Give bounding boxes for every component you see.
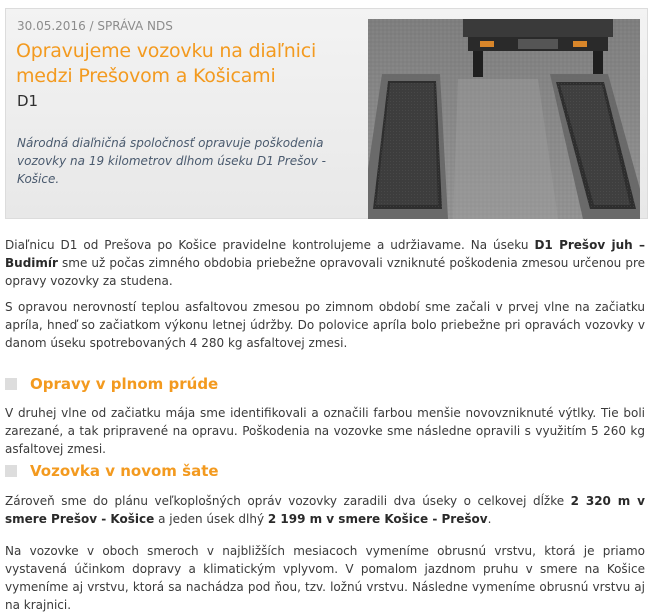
p4-bold-length-2: 2 199 m v smere Košice - Prešov bbox=[267, 512, 488, 526]
p1-bold-section: D1 Prešov juh – Budimír bbox=[5, 238, 645, 270]
article-meta bbox=[17, 19, 173, 33]
subheading-text: Vozovka v novom šate bbox=[30, 462, 219, 480]
paragraph-4 bbox=[5, 492, 645, 528]
paragraph-3: V druhej vlne od začiatku mája sme identifikovali a označili farbou menšie novovzniknuté výtlky. Tie boli zarezané, a tak pripravené na opravu. Poškodenia na vozovke sme následne opravili s využitím 5 260 kg asfaltovej zmesi. bbox=[5, 406, 645, 456]
article-category[interactable]: SPRÁVA NDS bbox=[97, 19, 173, 33]
p1-text-c: sme už počas zimného obdobia priebežne opravovali vzniknuté poškodenia zmesou určenou pre opravy vozovky za studena. bbox=[5, 256, 645, 288]
subheading-opravy bbox=[5, 373, 645, 395]
p1-text-a: Diaľnicu D1 od Prešova po Košice pravidelne kontrolujeme a udržiavame. Na úseku bbox=[5, 238, 535, 252]
article-lead: Národná diaľničná spoločnosť opravuje poškodenia vozovky na 19 kilometrov dlhom úseku D1 Prešov - Košice. bbox=[17, 136, 326, 186]
meta-separator: / bbox=[85, 19, 98, 33]
p4-text-c: a jeden úsek dlhý bbox=[154, 512, 268, 526]
p4-bold-length-1: 2 320 m v smere Prešov - Košice bbox=[5, 494, 645, 526]
heading-bullet-icon bbox=[5, 378, 17, 390]
subheading-vozovka bbox=[5, 460, 645, 482]
article-header bbox=[5, 8, 648, 219]
paragraph-1 bbox=[5, 236, 645, 290]
p4-text-a: Zároveň sme do plánu veľkoplošných opráv vozovky zaradili dva úseky o celkovej dĺžke bbox=[5, 494, 571, 508]
p4-text-d: . bbox=[487, 512, 492, 526]
article-date: 30.05.2016 bbox=[17, 19, 86, 33]
road-repair-image bbox=[368, 19, 640, 219]
road-repair-photo bbox=[368, 19, 640, 219]
paragraph-2: S opravou nerovností teplou asfaltovou zmesou po zimnom období sme začali v prvej vlne na začiatku apríla, hneď so začiatkom výkonu letnej údržby. Do polovice apríla bolo priebežne pri opravách vozovky v danom úseku spotrebovaných 4 280 kg asfaltovej zmesi. bbox=[5, 300, 645, 350]
heading-bullet-icon bbox=[5, 465, 17, 477]
subheading-text: Opravy v plnom prúde bbox=[30, 375, 219, 393]
paragraph-5: Na vozovke v oboch smeroch v najbližších mesiacoch vymeníme obrusnú vrstvu, ktorá je priamo vystavená účinkom dopravy a klimatickým vplyvom. V pomalom jazdnom pruhu v smere na Košice vymeníme aj vrstvu, ktorá sa nachádza pod ňou, tzv. ložnú vrstvu. Následne vymeníme obrusnú vrstvu aj na krajnici. bbox=[5, 544, 645, 612]
article-subtitle: D1 bbox=[17, 92, 39, 110]
article-title[interactable]: Opravujeme vozovku na diaľnici medzi Prešovom a Košicami bbox=[16, 40, 317, 87]
